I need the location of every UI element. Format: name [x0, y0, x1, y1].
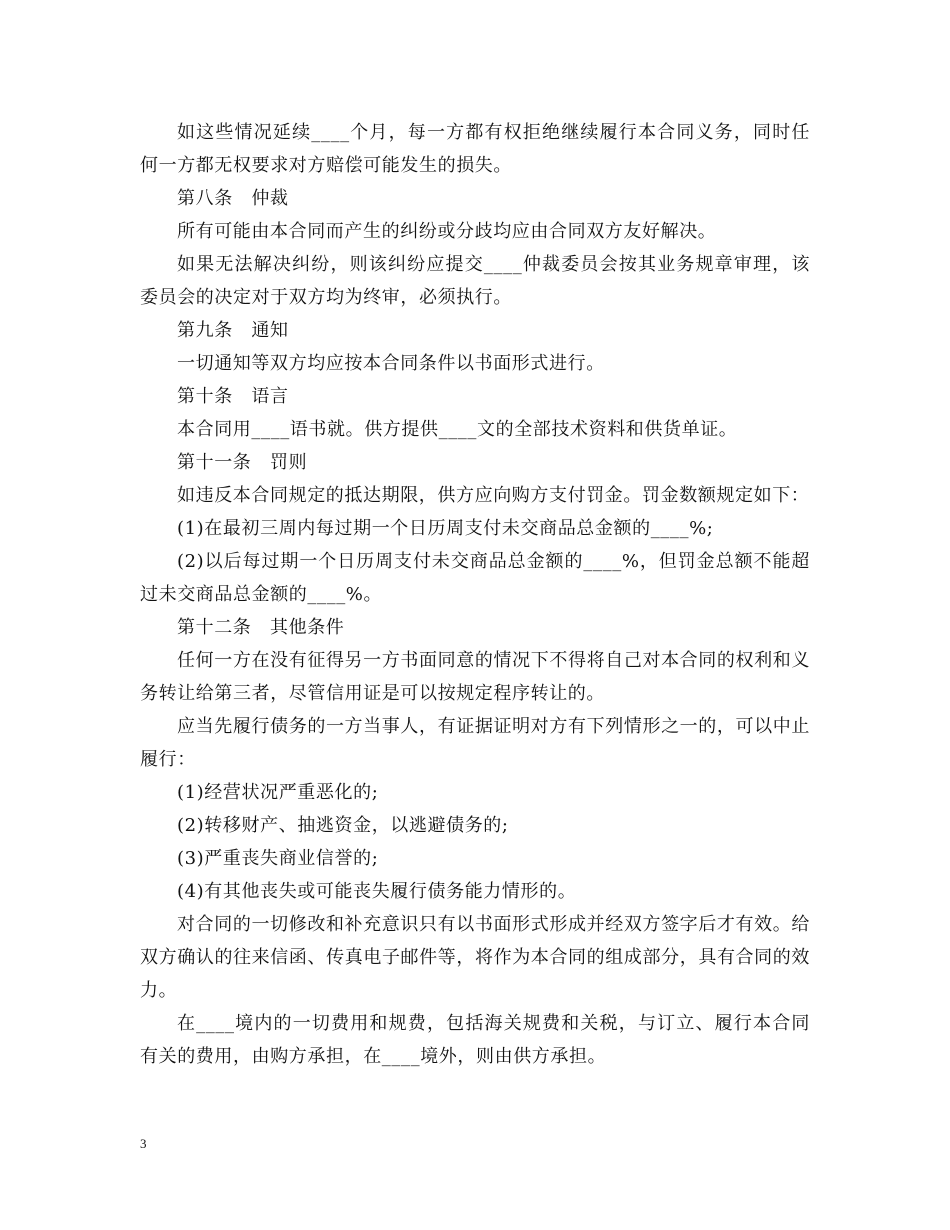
- list-item: (2)转移财产、抽逃资金，以逃避债务的;: [177, 815, 509, 836]
- section-heading-arbitration: 第八条 仲裁: [177, 188, 289, 209]
- paragraph: 如果无法解决纠纷，则该纠纷应提交____仲裁委员会按其业务规章审理，该委员会的决定对于双方均为终审，必须执行。: [140, 254, 810, 308]
- section-heading-language: 第十条 语言: [177, 386, 289, 407]
- section-heading-penalty: 第十一条 罚则: [177, 452, 308, 473]
- paragraph: 任何一方在没有征得另一方书面同意的情况下不得将自己对本合同的权利和义务转让给第三者，尽管信用证是可以按规定程序转让的。: [140, 650, 810, 704]
- list-item: (3)严重丧失商业信誉的;: [177, 848, 379, 869]
- paragraph: 本合同用____语书就。供方提供____文的全部技术资料和供货单证。: [177, 419, 738, 440]
- paragraph: 如这些情况延续____个月，每一方都有权拒绝继续履行本合同义务，同时任何一方都无权要求对方赔偿可能发生的损失。: [140, 122, 810, 176]
- list-item: (4)有其他丧失或可能丧失履行债务能力情形的。: [177, 881, 577, 902]
- list-item: (2)以后每过期一个日历周支付未交商品总金额的____%，但罚金总额不能超过未交商品总金额的____%。: [140, 551, 810, 605]
- list-item: (1)在最初三周内每过期一个日历周支付未交商品总金额的____%;: [177, 518, 714, 539]
- paragraph: 对合同的一切修改和补充意识只有以书面形式形成并经双方签字后才有效。给双方确认的往来信函、传真电子邮件等，将作为本合同的组成部分，具有合同的效力。: [140, 914, 810, 1001]
- section-heading-other-terms: 第十二条 其他条件: [177, 617, 345, 638]
- list-item: (1)经营状况严重恶化的;: [177, 782, 379, 803]
- paragraph: 一切通知等双方均应按本合同条件以书面形式进行。: [177, 353, 605, 374]
- paragraph: 所有可能由本合同而产生的纠纷或分歧均应由合同双方友好解决。: [177, 221, 717, 242]
- page-number: 3: [140, 1136, 147, 1151]
- paragraph: 如违反本合同规定的抵达期限，供方应向购方支付罚金。罚金数额规定如下：: [177, 485, 810, 506]
- paragraph: 在____境内的一切费用和规费，包括海关规费和关税，与订立、履行本合同有关的费用，由购方承担，在____境外，则由供方承担。: [140, 1013, 810, 1067]
- paragraph: 应当先履行债务的一方当事人，有证据证明对方有下列情形之一的，可以中止履行：: [140, 716, 810, 770]
- section-heading-notice: 第九条 通知: [177, 320, 289, 341]
- document-body: [140, 116, 810, 1073]
